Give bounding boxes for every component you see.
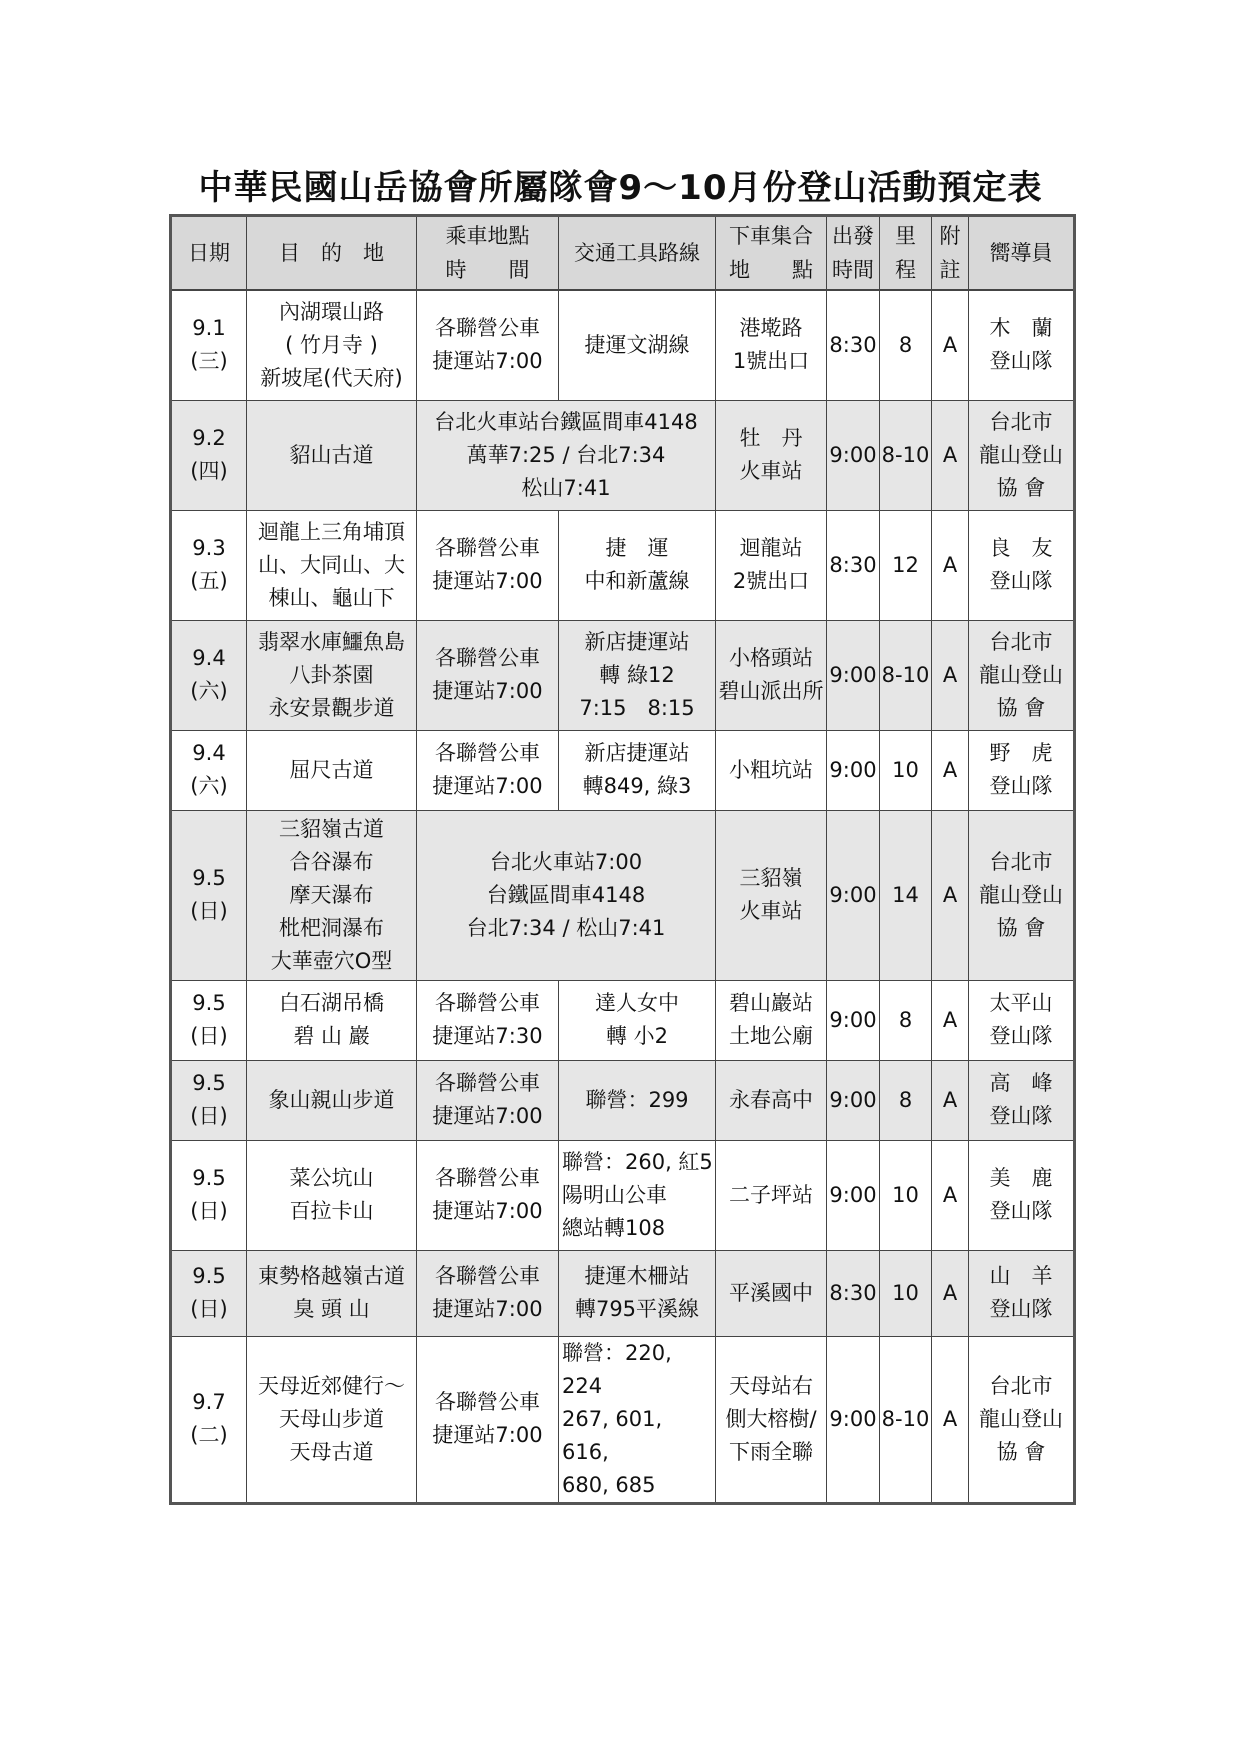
cell-guide: 野 虎 登山隊 (969, 730, 1075, 810)
cell-boarding: 各聯營公車 捷運站7:00 (417, 290, 559, 400)
table-row (171, 980, 1075, 1060)
cell-note: A (932, 1336, 969, 1503)
cell-note: A (932, 400, 969, 510)
cell-boarding: 各聯營公車 捷運站7:00 (417, 1060, 559, 1140)
cell-distance: 8-10 (880, 400, 932, 510)
header-meeting: 下車集合 地 點 (716, 216, 827, 291)
cell-distance: 8 (880, 980, 932, 1060)
cell-boarding: 各聯營公車 捷運站7:00 (417, 1140, 559, 1250)
cell-boarding: 各聯營公車 捷運站7:00 (417, 1250, 559, 1336)
cell-destination: 象山親山步道 (247, 1060, 417, 1140)
cell-route: 達人女中 轉 小2 (559, 980, 716, 1060)
header-guide: 嚮導員 (969, 216, 1075, 291)
cell-note: A (932, 1250, 969, 1336)
cell-date: 9.5 (日) (171, 810, 247, 980)
cell-route: 聯營：260, 紅5 陽明山公車 總站轉108 (559, 1140, 716, 1250)
cell-boarding-route: 台北火車站7:00 台鐵區間車4148 台北7:34 / 松山7:41 (417, 810, 716, 980)
cell-route: 新店捷運站 轉849, 綠3 (559, 730, 716, 810)
cell-date: 9.5 (日) (171, 1140, 247, 1250)
cell-destination: 屈尺古道 (247, 730, 417, 810)
cell-meeting: 迴龍站 2號出口 (716, 510, 827, 620)
header-boarding: 乘車地點 時 間 (417, 216, 559, 291)
page-title: 中華民國山岳協會所屬隊會9～10月份登山活動預定表 (198, 168, 1043, 208)
cell-depart: 8:30 (827, 290, 880, 400)
cell-distance: 8-10 (880, 620, 932, 730)
cell-meeting: 牡 丹 火車站 (716, 400, 827, 510)
table-row (171, 1140, 1075, 1250)
cell-meeting: 碧山巖站 土地公廟 (716, 980, 827, 1060)
cell-date: 9.7 (二) (171, 1336, 247, 1503)
cell-destination: 東勢格越嶺古道 臭 頭 山 (247, 1250, 417, 1336)
cell-meeting: 小格頭站 碧山派出所 (716, 620, 827, 730)
table-row (171, 510, 1075, 620)
cell-destination: 內湖環山路 ( 竹月寺 ) 新坡尾(代天府) (247, 290, 417, 400)
table-row (171, 1060, 1075, 1140)
cell-boarding: 各聯營公車 捷運站7:00 (417, 730, 559, 810)
cell-destination: 白石湖吊橋 碧 山 巖 (247, 980, 417, 1060)
cell-depart: 9:00 (827, 1336, 880, 1503)
cell-route: 聯營：220, 224 267, 601, 616, 680, 685 (559, 1336, 716, 1503)
cell-route: 新店捷運站 轉 綠12 7:15 8:15 (559, 620, 716, 730)
cell-note: A (932, 510, 969, 620)
header-destination: 目 的 地 (247, 216, 417, 291)
cell-boarding-route: 台北火車站台鐵區間車4148 萬華7:25 / 台北7:34 松山7:41 (417, 400, 716, 510)
header-depart: 出發 時間 (827, 216, 880, 291)
cell-destination: 翡翠水庫鱷魚島 八卦茶園 永安景觀步道 (247, 620, 417, 730)
cell-depart: 8:30 (827, 1250, 880, 1336)
cell-route: 捷 運 中和新蘆線 (559, 510, 716, 620)
cell-meeting: 小粗坑站 (716, 730, 827, 810)
cell-date: 9.5 (日) (171, 980, 247, 1060)
cell-depart: 9:00 (827, 1060, 880, 1140)
table-row (171, 620, 1075, 730)
cell-boarding: 各聯營公車 捷運站7:00 (417, 510, 559, 620)
cell-date: 9.1 (三) (171, 290, 247, 400)
header-date: 日期 (171, 216, 247, 291)
cell-distance: 8-10 (880, 1336, 932, 1503)
cell-meeting: 港墘路 1號出口 (716, 290, 827, 400)
cell-destination: 迴龍上三角埔頂山、大同山、大棟山、龜山下 (247, 510, 417, 620)
cell-destination: 三貂嶺古道 合谷瀑布 摩天瀑布 枇杷洞瀑布 大華壺穴O型 (247, 810, 417, 980)
cell-meeting: 三貂嶺 火車站 (716, 810, 827, 980)
cell-depart: 9:00 (827, 1140, 880, 1250)
cell-guide: 木 蘭 登山隊 (969, 290, 1075, 400)
cell-route: 捷運文湖線 (559, 290, 716, 400)
table-row (171, 810, 1075, 980)
cell-route: 捷運木柵站 轉795平溪線 (559, 1250, 716, 1336)
cell-meeting: 永春高中 (716, 1060, 827, 1140)
cell-boarding: 各聯營公車 捷運站7:00 (417, 1336, 559, 1503)
cell-distance: 10 (880, 1140, 932, 1250)
cell-note: A (932, 620, 969, 730)
cell-boarding: 各聯營公車 捷運站7:30 (417, 980, 559, 1060)
cell-meeting: 二子坪站 (716, 1140, 827, 1250)
cell-guide: 山 羊 登山隊 (969, 1250, 1075, 1336)
cell-date: 9.4 (六) (171, 730, 247, 810)
cell-guide: 台北市 龍山登山 協 會 (969, 620, 1075, 730)
cell-route: 聯營：299 (559, 1060, 716, 1140)
cell-note: A (932, 290, 969, 400)
cell-depart: 9:00 (827, 730, 880, 810)
cell-date: 9.5 (日) (171, 1060, 247, 1140)
header-note: 附 註 (932, 216, 969, 291)
cell-depart: 9:00 (827, 620, 880, 730)
cell-meeting: 天母站右 側大榕樹/ 下雨全聯 (716, 1336, 827, 1503)
cell-distance: 12 (880, 510, 932, 620)
cell-date: 9.4 (六) (171, 620, 247, 730)
cell-note: A (932, 980, 969, 1060)
table-row (171, 730, 1075, 810)
cell-date: 9.5 (日) (171, 1250, 247, 1336)
cell-guide: 美 鹿 登山隊 (969, 1140, 1075, 1250)
cell-guide: 高 峰 登山隊 (969, 1060, 1075, 1140)
cell-depart: 8:30 (827, 510, 880, 620)
cell-guide: 台北市 龍山登山 協 會 (969, 400, 1075, 510)
cell-depart: 9:00 (827, 810, 880, 980)
cell-destination: 天母近郊健行～ 天母山步道 天母古道 (247, 1336, 417, 1503)
cell-boarding: 各聯營公車 捷運站7:00 (417, 620, 559, 730)
cell-distance: 10 (880, 730, 932, 810)
cell-distance: 8 (880, 290, 932, 400)
cell-guide: 太平山 登山隊 (969, 980, 1075, 1060)
header-route: 交通工具路線 (559, 216, 716, 291)
table-row (171, 1336, 1075, 1503)
cell-note: A (932, 1060, 969, 1140)
cell-destination: 菜公坑山 百拉卡山 (247, 1140, 417, 1250)
table-row (171, 1250, 1075, 1336)
table-row (171, 290, 1075, 400)
cell-distance: 8 (880, 1060, 932, 1140)
cell-guide: 良 友 登山隊 (969, 510, 1075, 620)
schedule-table-body (171, 216, 1075, 1504)
header-distance: 里 程 (880, 216, 932, 291)
cell-distance: 14 (880, 810, 932, 980)
cell-date: 9.2 (四) (171, 400, 247, 510)
cell-guide: 台北市 龍山登山 協 會 (969, 1336, 1075, 1503)
cell-guide: 台北市 龍山登山 協 會 (969, 810, 1075, 980)
cell-date: 9.3 (五) (171, 510, 247, 620)
cell-destination: 貂山古道 (247, 400, 417, 510)
cell-depart: 9:00 (827, 400, 880, 510)
table-row (171, 400, 1075, 510)
cell-depart: 9:00 (827, 980, 880, 1060)
cell-note: A (932, 1140, 969, 1250)
table-header-row (171, 216, 1075, 291)
cell-distance: 10 (880, 1250, 932, 1336)
schedule-table (169, 214, 1076, 1505)
cell-meeting: 平溪國中 (716, 1250, 827, 1336)
cell-note: A (932, 810, 969, 980)
cell-note: A (932, 730, 969, 810)
